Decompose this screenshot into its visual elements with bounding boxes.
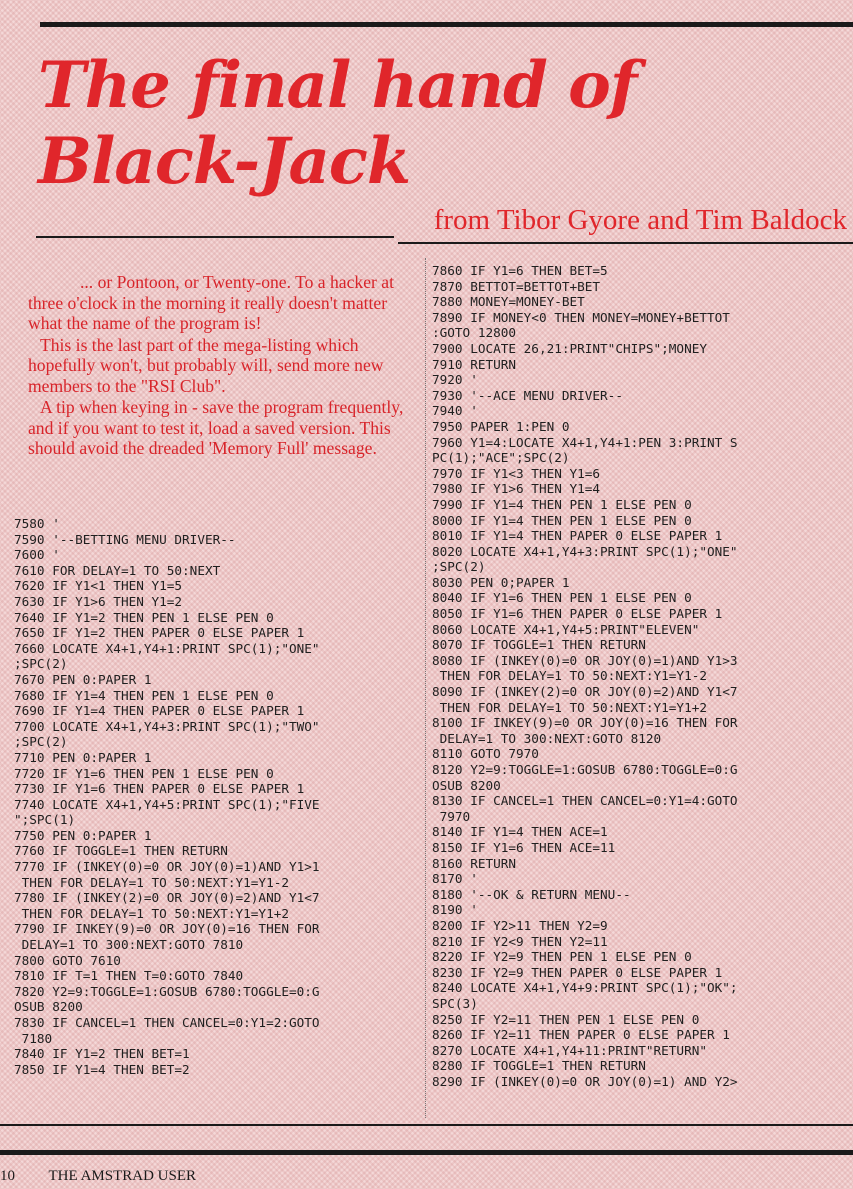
code-line: 8110 GOTO 7970: [432, 746, 539, 762]
code-line: 8290 IF (INKEY(0)=0 OR JOY(0)=1) AND Y2>: [432, 1073, 738, 1089]
code-line: 8000 IF Y1=4 THEN PEN 1 ELSE PEN 0: [432, 512, 692, 528]
code-line: 7970: [432, 808, 471, 824]
code-line: 7690 IF Y1=4 THEN PAPER 0 ELSE PAPER 1: [14, 703, 305, 719]
code-line: ";SPC(1): [14, 812, 76, 828]
code-line: 8130 IF CANCEL=1 THEN CANCEL=0:Y1=4:GOTO: [432, 793, 738, 809]
code-line: 7820 Y2=9:TOGGLE=1:GOSUB 6780:TOGGLE=0:G: [14, 983, 320, 999]
code-line: 7830 IF CANCEL=1 THEN CANCEL=0:Y1=2:GOTO: [14, 1015, 320, 1030]
code-line: 8240 LOCATE X4+1,Y4+9:PRINT SPC(1);"OK";: [432, 980, 738, 996]
code-line: 7940 ': [432, 403, 478, 419]
byline-rule-right: [398, 242, 853, 244]
code-line: THEN FOR DELAY=1 TO 50:NEXT:Y1=Y1-2: [432, 668, 707, 684]
code-line: THEN FOR DELAY=1 TO 50:NEXT:Y1=Y1+2: [14, 905, 289, 921]
code-line: 7890 IF MONEY<0 THEN MONEY=MONEY+BETTOT: [432, 309, 730, 325]
code-line: 8200 IF Y2>11 THEN Y2=9: [432, 917, 608, 933]
code-line: OSUB 8200: [432, 777, 501, 793]
code-line: 7990 IF Y1=4 THEN PEN 1 ELSE PEN 0: [432, 496, 692, 512]
intro-paragraph: This is the last part of the mega-listing which hopefully won't, but probably will, send more new members to the "RSI Club".: [28, 334, 384, 396]
code-line: ;SPC(2): [14, 656, 68, 672]
code-line: 7720 IF Y1=6 THEN PEN 1 ELSE PEN 0: [14, 765, 274, 781]
code-line: 8220 IF Y2=9 THEN PEN 1 ELSE PEN 0: [432, 949, 692, 965]
code-line: SPC(3): [432, 995, 478, 1011]
code-line: :GOTO 12800: [432, 325, 517, 341]
code-line: 8030 PEN 0;PAPER 1: [432, 574, 570, 590]
code-line: 8270 LOCATE X4+1,Y4+11:PRINT"RETURN": [432, 1042, 707, 1058]
code-line: 8050 IF Y1=6 THEN PAPER 0 ELSE PAPER 1: [432, 606, 723, 622]
code-line: 7900 LOCATE 26,21:PRINT"CHIPS";MONEY: [432, 340, 707, 356]
code-line: 7850 IF Y1=4 THEN BET=2: [14, 1061, 190, 1077]
intro-paragraph: A tip when keying in - save the program frequently, and if you want to test it, load a saved version. This should avoid the dreaded 'Memory Full' message.: [28, 397, 404, 458]
byline: from Tibor Gyore and Tim Baldock: [433, 204, 847, 236]
code-line: 7790 IF INKEY(9)=0 OR JOY(0)=16 THEN FOR: [14, 921, 320, 937]
code-line: DELAY=1 TO 300:NEXT:GOTO 7810: [14, 937, 244, 953]
code-line: 7700 LOCATE X4+1,Y4+3:PRINT SPC(1);"TWO": [14, 718, 320, 734]
code-line: 8260 IF Y2=11 THEN PAPER 0 ELSE PAPER 1: [432, 1027, 730, 1043]
code-line: 8040 IF Y1=6 THEN PEN 1 ELSE PEN 0: [432, 590, 692, 606]
code-line: ;SPC(2): [432, 559, 486, 575]
code-line: 7910 RETURN: [432, 356, 517, 372]
code-line: 8180 '--OK & RETURN MENU--: [432, 886, 631, 902]
code-line: 8230 IF Y2=9 THEN PAPER 0 ELSE PAPER 1: [432, 964, 723, 980]
code-line: 7600 ': [14, 547, 60, 563]
code-line: 7620 IF Y1<1 THEN Y1=5: [14, 578, 183, 594]
code-line: 7180: [14, 1030, 53, 1046]
code-line: 7880 MONEY=MONEY-BET: [432, 294, 585, 310]
code-line: 7860 IF Y1=6 THEN BET=5: [432, 263, 608, 278]
code-line: 7710 PEN 0:PAPER 1: [14, 749, 152, 765]
code-line: 8060 LOCATE X4+1,Y4+5:PRINT"ELEVEN": [432, 621, 700, 637]
top-rule: [40, 22, 853, 27]
code-line: 7730 IF Y1=6 THEN PAPER 0 ELSE PAPER 1: [14, 781, 305, 797]
page-footer: [0, 1168, 196, 1185]
code-line: 8160 RETURN: [432, 855, 517, 871]
code-line: 7920 ': [432, 372, 478, 388]
code-line: 7950 PAPER 1:PEN 0: [432, 418, 570, 434]
code-line: 7870 BETTOT=BETTOT+BET: [432, 278, 601, 294]
code-line: 7670 PEN 0:PAPER 1: [14, 671, 152, 687]
code-line: 7800 GOTO 7610: [14, 952, 121, 968]
bottom-rule-thick: [0, 1150, 853, 1155]
code-line: 8170 ': [432, 871, 478, 887]
title-line-2: Black-Jack: [38, 124, 411, 199]
page-number: 10: [0, 1168, 15, 1184]
code-line: 8070 IF TOGGLE=1 THEN RETURN: [432, 637, 646, 653]
code-line: 8150 IF Y1=6 THEN ACE=11: [432, 839, 616, 855]
byline-rule: [36, 236, 394, 238]
code-line: 7750 PEN 0:PAPER 1: [14, 827, 152, 843]
article-title: [38, 48, 738, 200]
code-line: 8140 IF Y1=4 THEN ACE=1: [432, 824, 608, 840]
intro-paragraph: ... or Pontoon, or Twenty-one. To a hacker at three o'clock in the morning it really doesn't matter what the name of the program is!: [28, 272, 394, 333]
column-divider: [425, 258, 426, 1118]
code-line: 7590 '--BETTING MENU DRIVER--: [14, 531, 236, 547]
code-line: 7680 IF Y1=4 THEN PEN 1 ELSE PEN 0: [14, 687, 274, 703]
code-line: 7630 IF Y1>6 THEN Y1=2: [14, 593, 183, 609]
code-line: 8010 IF Y1=4 THEN PAPER 0 ELSE PAPER 1: [432, 528, 723, 544]
code-line: 8120 Y2=9:TOGGLE=1:GOSUB 6780:TOGGLE=0:G: [432, 762, 738, 777]
code-line: 7650 IF Y1=2 THEN PAPER 0 ELSE PAPER 1: [14, 625, 305, 641]
program-listing-right: [432, 263, 853, 1089]
code-line: 8190 ': [432, 902, 478, 918]
code-line: 7640 IF Y1=2 THEN PEN 1 ELSE PEN 0: [14, 609, 274, 625]
magazine-name: THE AMSTRAD USER: [48, 1168, 197, 1184]
title-line-1: The final hand of: [38, 48, 637, 123]
code-line: ;SPC(2): [14, 734, 68, 750]
code-line: DELAY=1 TO 300:NEXT:GOTO 8120: [432, 730, 662, 746]
code-line: 7970 IF Y1<3 THEN Y1=6: [432, 465, 601, 481]
code-line: OSUB 8200: [14, 999, 83, 1015]
code-line: 7610 FOR DELAY=1 TO 50:NEXT: [14, 562, 221, 578]
program-listing-left: [14, 516, 414, 1077]
code-line: 7580 ': [14, 516, 60, 531]
code-line: 7740 LOCATE X4+1,Y4+5:PRINT SPC(1);"FIVE: [14, 796, 320, 812]
code-line: 8090 IF (INKEY(2)=0 OR JOY(0)=2)AND Y1<7: [432, 684, 738, 700]
code-line: PC(1);"ACE";SPC(2): [432, 450, 570, 466]
code-line: 7780 IF (INKEY(2)=0 OR JOY(0)=2)AND Y1<7: [14, 890, 320, 906]
code-line: THEN FOR DELAY=1 TO 50:NEXT:Y1=Y1-2: [14, 874, 289, 890]
code-line: 7840 IF Y1=2 THEN BET=1: [14, 1046, 190, 1062]
code-line: THEN FOR DELAY=1 TO 50:NEXT:Y1=Y1+2: [432, 699, 707, 715]
code-line: 7770 IF (INKEY(0)=0 OR JOY(0)=1)AND Y1>1: [14, 859, 320, 875]
code-line: 7980 IF Y1>6 THEN Y1=4: [432, 481, 601, 497]
code-line: 8280 IF TOGGLE=1 THEN RETURN: [432, 1058, 646, 1074]
code-line: 8020 LOCATE X4+1,Y4+3:PRINT SPC(1);"ONE": [432, 543, 738, 559]
code-line: 7930 '--ACE MENU DRIVER--: [432, 387, 623, 403]
code-line: 7810 IF T=1 THEN T=0:GOTO 7840: [14, 968, 244, 984]
intro-text: [28, 272, 408, 460]
code-line: 8080 IF (INKEY(0)=0 OR JOY(0)=1)AND Y1>3: [432, 652, 738, 668]
code-line: 8100 IF INKEY(9)=0 OR JOY(0)=16 THEN FOR: [432, 715, 738, 731]
code-line: 8210 IF Y2<9 THEN Y2=11: [432, 933, 608, 949]
code-line: 7960 Y1=4:LOCATE X4+1,Y4+1:PEN 3:PRINT S: [432, 434, 738, 450]
bottom-rule: [0, 1124, 853, 1126]
code-line: 7760 IF TOGGLE=1 THEN RETURN: [14, 843, 228, 859]
code-line: 7660 LOCATE X4+1,Y4+1:PRINT SPC(1);"ONE": [14, 640, 320, 656]
code-line: 8250 IF Y2=11 THEN PEN 1 ELSE PEN 0: [432, 1011, 700, 1027]
